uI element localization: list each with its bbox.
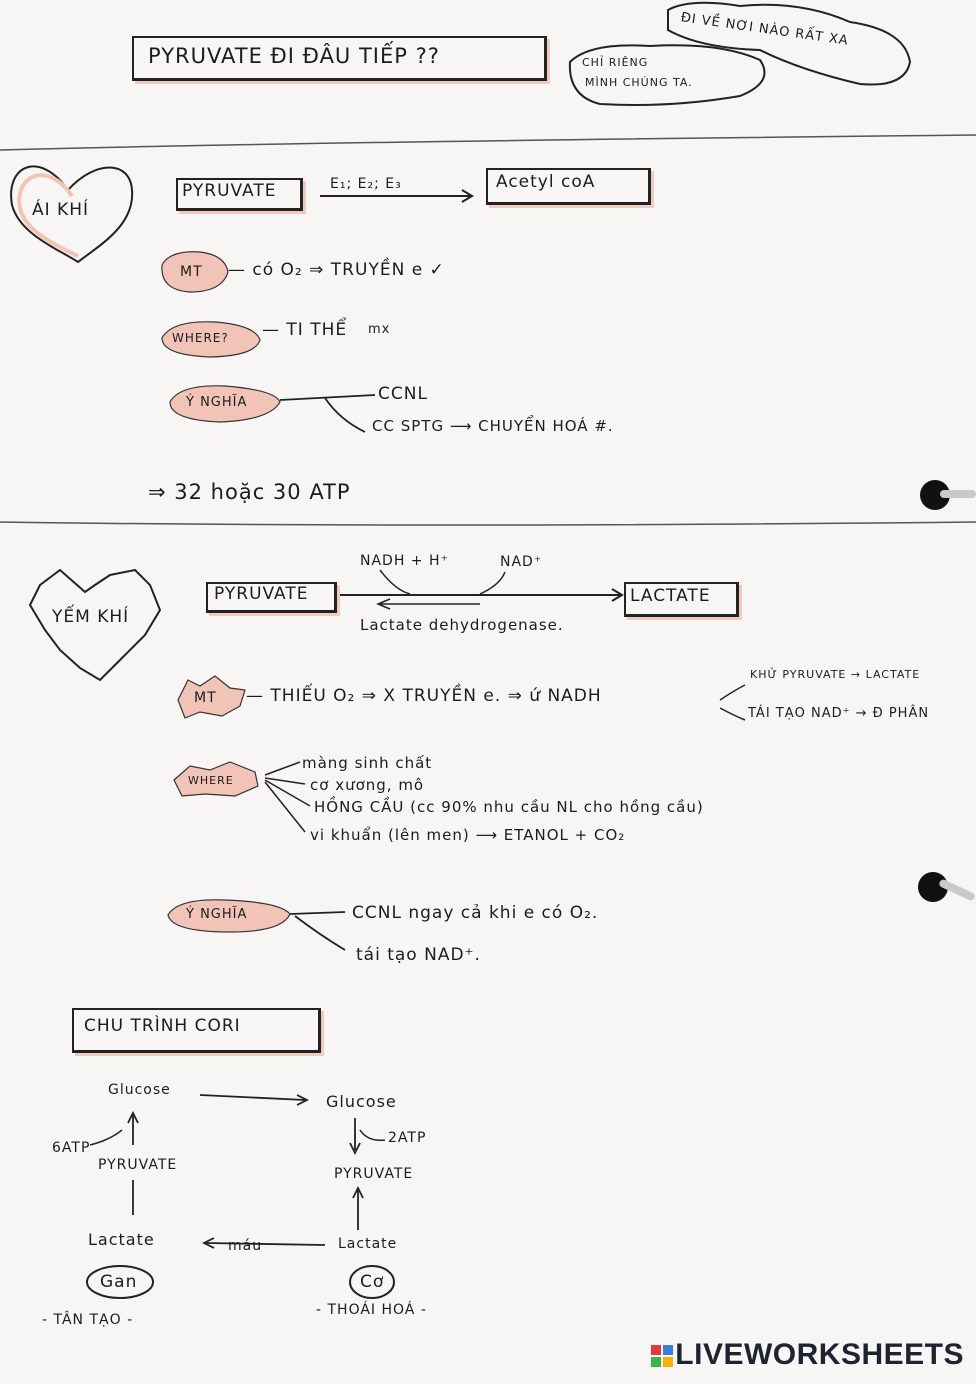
aerobic-where-text: — TI THỂ xyxy=(262,320,348,340)
cori-left-glucose: Glucose xyxy=(108,1082,171,1098)
cori-left-lactate: Lactate xyxy=(88,1230,155,1249)
cori-left-pyruvate: PYRUVATE xyxy=(98,1157,178,1173)
anaerobic-where-4: vi khuẩn (lên men) ⟶ ETANOL + CO₂ xyxy=(310,826,626,844)
aerobic-result: ⇒ 32 hoặc 30 ATP xyxy=(148,480,351,504)
cori-left-atp: 6ATP xyxy=(52,1140,91,1156)
anaerobic-meaning-1: CCNL ngay cả khi e có O₂. xyxy=(352,903,599,923)
binder-wire-top xyxy=(940,490,976,498)
aerobic-mt-text: — có O₂ ⇒ TRUYỀN e ✓ xyxy=(228,260,445,280)
cori-right-glucose: Glucose xyxy=(326,1092,397,1111)
anaerobic-heart-label: YẾM KHÍ xyxy=(52,607,130,627)
anaerobic-meaning-2: tái tạo NAD⁺. xyxy=(356,945,481,965)
cori-right-organ: Cơ xyxy=(360,1272,385,1292)
cori-left-caption: - TÂN TẠO - xyxy=(42,1312,134,1328)
cori-title: CHU TRÌNH CORI xyxy=(84,1016,241,1036)
aerobic-product: Acetyl coA xyxy=(496,172,596,192)
cori-right-caption: - THOÁI HOÁ - xyxy=(316,1302,427,1318)
cori-blood-label: máu xyxy=(228,1238,263,1254)
anaerobic-mt-branch-1: KHỬ PYRUVATE → LACTATE xyxy=(750,668,921,681)
anaerobic-where-1: màng sinh chất xyxy=(302,754,433,772)
anaerobic-where-2: cơ xương, mô xyxy=(310,776,425,794)
aerobic-meaning-1: CCNL xyxy=(378,384,428,404)
anaerobic-mt-tag: MT xyxy=(194,690,217,706)
anaerobic-nadh: NADH + H⁺ xyxy=(360,553,449,569)
anaerobic-mt-branch-2: TÁI TẠO NAD⁺ → Đ PHÂN xyxy=(748,706,930,721)
aerobic-meaning-tag: Ý NGHĨA xyxy=(186,395,248,410)
cloud-text-2b: MÌNH CHÚNG TA. xyxy=(585,76,693,89)
anaerobic-product: LACTATE xyxy=(630,586,711,606)
page-title: PYRUVATE ĐI ĐÂU TIẾP ?? xyxy=(148,44,440,68)
anaerobic-enzyme: Lactate dehydrogenase. xyxy=(360,616,564,634)
anaerobic-where-3: HỒNG CẦU (cc 90% nhu cầu NL cho hồng cầu) xyxy=(314,798,704,816)
aerobic-mt-tag: MT xyxy=(180,264,203,280)
liveworksheets-icon xyxy=(651,1345,673,1367)
liveworksheets-logo[interactable] xyxy=(651,1338,964,1372)
cloud-text-1: ĐI VỀ NƠI NÀO RẤT XA xyxy=(679,10,850,49)
cori-right-atp: 2ATP xyxy=(388,1130,427,1146)
aerobic-where-tag: WHERE? xyxy=(172,331,229,345)
logo-text: LIVEWORKSHEETS xyxy=(675,1338,964,1371)
anaerobic-pyruvate: PYRUVATE xyxy=(214,584,309,604)
aerobic-pyruvate: PYRUVATE xyxy=(182,181,277,201)
anaerobic-nad: NAD⁺ xyxy=(500,554,543,570)
anaerobic-meaning-tag: Ý NGHĨA xyxy=(186,907,248,922)
anaerobic-where-tag: WHERE xyxy=(188,774,234,787)
cloud-text-2a: CHỈ RIÊNG xyxy=(582,56,649,69)
cori-right-pyruvate: PYRUVATE xyxy=(334,1166,414,1182)
anaerobic-mt-text: — THIẾU O₂ ⇒ X TRUYỀN e. ⇒ ứ NADH xyxy=(246,686,602,706)
cori-left-organ: Gan xyxy=(100,1272,138,1292)
aerobic-heart-label: ÁI KHÍ xyxy=(32,200,89,220)
aerobic-where-scribble: mx xyxy=(368,322,391,337)
aerobic-meaning-2: CC SPTG ⟶ CHUYỂN HOÁ #. xyxy=(372,417,614,435)
cori-right-lactate: Lactate xyxy=(338,1236,398,1252)
aerobic-enzymes: E₁; E₂; E₃ xyxy=(330,176,402,192)
